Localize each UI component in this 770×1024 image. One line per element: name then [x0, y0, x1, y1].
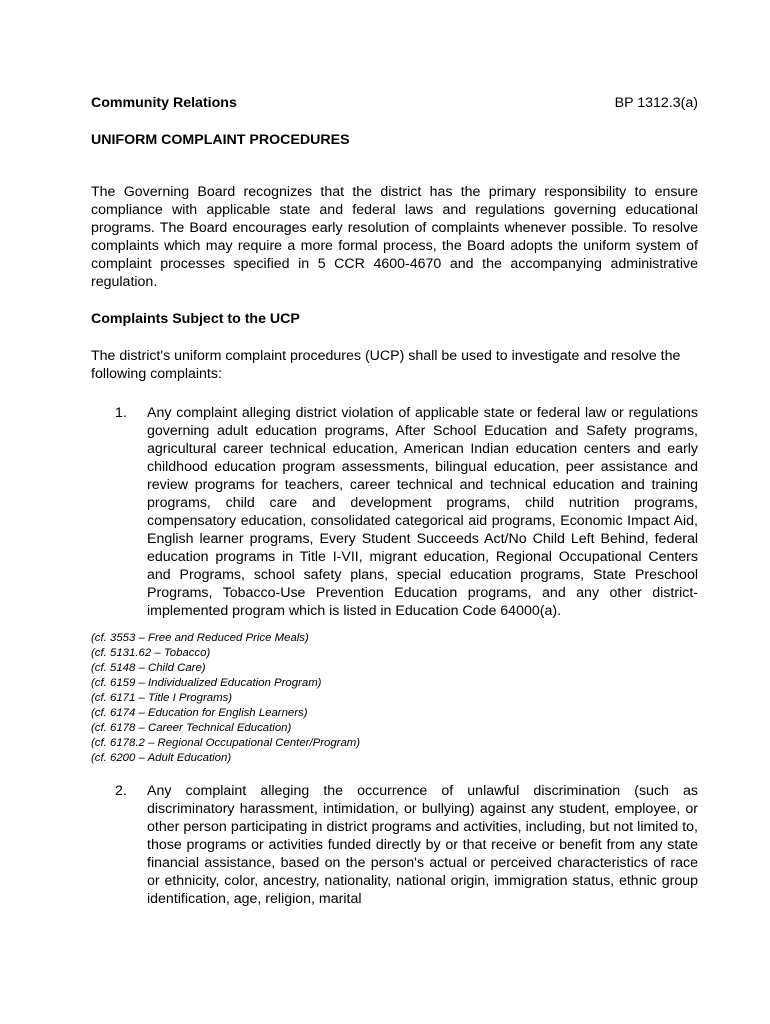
cross-reference: (cf. 6178 – Career Technical Education): [91, 722, 292, 734]
cross-reference: (cf. 6171 – Title I Programs): [91, 692, 233, 704]
list-item: [91, 404, 698, 620]
policy-code: BP 1312.3(a): [614, 95, 698, 111]
list-item: [91, 782, 698, 908]
cross-reference: (cf. 5148 – Child Care): [91, 662, 206, 674]
intro-paragraph: The Governing Board recognizes that the district has the primary responsibility to ensure compliance with applicable state and federal laws and regulations governing educational programs. The Board encourages early resolution of complaints whenever possible. To resolve complaints which may require a more formal process, the Board adopts the uniform system of complaint processes specified in 5 CCR 4600-4670 and the accompanying administrative regulation.: [91, 184, 698, 290]
section-intro-paragraph: The district's uniform complaint procedures (UCP) shall be used to investigate and resolve the following complaints:: [91, 348, 681, 382]
list-item-number: 2.: [115, 783, 127, 799]
page-header: [91, 94, 698, 112]
cross-reference: (cf. 6174 – Education for English Learners): [91, 707, 308, 719]
section-heading: Complaints Subject to the UCP: [91, 311, 300, 327]
document-title: UNIFORM COMPLAINT PROCEDURES: [91, 132, 350, 148]
cross-reference: (cf. 6200 – Adult Education): [91, 752, 232, 764]
cross-reference: (cf. 6178.2 – Regional Occupational Center/Program): [91, 737, 361, 749]
list-item-number: 1.: [115, 405, 127, 421]
list-item-text: Any complaint alleging the occurrence of unlawful discrimination (such as discriminatory harassment, intimidation, or bullying) against any student, employee, or other person participating in district programs and activities, including, but not limited to, those programs or activities funded directly by or that receive or benefit from any state financial assistance, based on the person's actual or perceived characteristics of race or ethnicity, color, ancestry, nationality, national origin, immigration status, ethnic group identification, age, religion, marital: [147, 783, 698, 907]
list-item-text: Any complaint alleging district violation of applicable state or federal law or regulations governing adult education programs, After School Education and Safety programs, agricultural career technical education, American Indian education centers and early childhood education program assessments, bilingual education, peer assistance and review programs for teachers, career technical and technical education and training programs, child care and development programs, child nutrition programs, compensatory education, consolidated categorical aid programs, Economic Impact Aid, English learner programs, Every Student Succeeds Act/No Child Left Behind, federal education programs in Title I-VII, migrant education, Regional Occupational Centers and Programs, school safety plans, special education programs, State Preschool Programs, Tobacco-Use Prevention Education programs, and any other district-implemented program which is listed in Education Code 64000(a).: [147, 405, 698, 619]
cross-reference: (cf. 3553 – Free and Reduced Price Meals): [91, 632, 309, 644]
cross-reference: (cf. 6159 – Individualized Education Program): [91, 677, 322, 689]
section-name: Community Relations: [91, 95, 237, 111]
cross-reference: (cf. 5131.62 – Tobacco): [91, 647, 211, 659]
cross-references: [91, 631, 698, 766]
